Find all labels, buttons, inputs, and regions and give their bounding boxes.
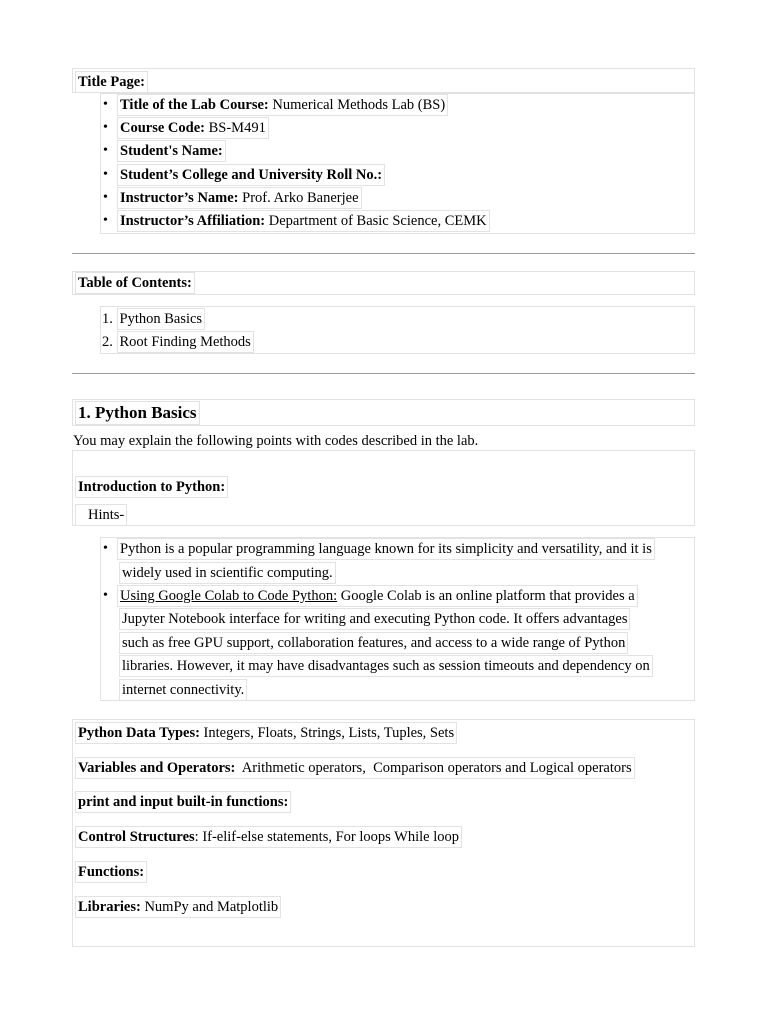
bullet-icon: • (103, 213, 108, 228)
bullet-icon: • (103, 588, 108, 603)
item-label: Title of the Lab Course: (120, 97, 269, 113)
colab-link[interactable]: Using Google Colab to Code Python: (120, 588, 338, 604)
item-value: Numerical Methods Lab (BS) (268, 97, 446, 113)
colab-text: Google Colab is an online platform that provides a (337, 588, 635, 604)
divider (72, 373, 695, 374)
title-page-label-wrap (75, 71, 148, 93)
title-page-item (117, 164, 385, 186)
colab-line3: such as free GPU support, collaboration features, and access to a wide range of Python (119, 632, 628, 654)
toc-link-root-finding[interactable]: Root Finding Methods (117, 331, 254, 353)
item-label: Instructor’s Affiliation: (120, 213, 266, 229)
toc-item (102, 308, 205, 330)
item-label: Course Code: (120, 120, 205, 136)
bullet-icon: • (103, 120, 108, 135)
colab-line2: Jupyter Notebook interface for writing and executing Python code. It offers advantages (119, 608, 630, 630)
toc-item (102, 331, 254, 353)
divider (72, 253, 695, 254)
item-label: Student’s College and University Roll No.: (120, 167, 383, 183)
section-heading: 1. Python Basics (75, 401, 200, 425)
toc-link-python-basics[interactable]: Python Basics (117, 308, 206, 330)
topic-data-types: Python Data Types: Integers, Floats, Strings, Lists, Tuples, Sets (75, 722, 457, 744)
colab-line5: internet connectivity. (119, 679, 247, 701)
item-label: Instructor’s Name: (120, 190, 239, 206)
bullet-python-line1: Python is a popular programming language known for its simplicity and versatility, and it is (117, 538, 655, 560)
toc-num: 1. (102, 311, 113, 327)
colab-line4: libraries. However, it may have disadvantages such as session timeouts and dependency on (119, 655, 653, 677)
bullet-icon: • (103, 143, 108, 158)
topic-functions: Functions: (75, 861, 147, 883)
hints-label: Hints- (75, 504, 127, 526)
topic-control-structures: Control Structures: If-elif-else statements, For loops While loop (75, 826, 462, 848)
bullet-icon: • (103, 167, 108, 182)
bullet-icon: • (103, 97, 108, 112)
toc-label: Table of Contents: (75, 272, 195, 294)
item-value: Prof. Arko Banerjee (238, 190, 359, 206)
topic-print-input: print and input built-in functions: (75, 791, 291, 813)
bullet-python-line2: widely used in scientific computing. (119, 562, 336, 584)
title-page-item (117, 140, 226, 162)
topic-variables-operators: Variables and Operators: Arithmetic operators, Comparison operators and Logical operators (75, 757, 635, 779)
title-page-label: Title Page: (75, 71, 148, 93)
intro-python-label: Introduction to Python: (75, 476, 228, 498)
title-page-header-box (72, 68, 695, 93)
title-page-item (117, 187, 362, 209)
bullet-icon: • (103, 190, 108, 205)
section-intro: You may explain the following points with codes described in the lab. (73, 433, 479, 449)
item-label: Student's Name: (120, 143, 223, 159)
title-page-item (117, 210, 490, 232)
title-page-item (117, 94, 448, 116)
title-page-item (117, 117, 269, 139)
bullet-icon: • (103, 541, 108, 556)
topic-libraries: Libraries: NumPy and Matplotlib (75, 896, 281, 918)
item-value: BS-M491 (204, 120, 266, 136)
item-value: Department of Basic Science, CEMK (265, 213, 487, 229)
toc-num: 2. (102, 334, 113, 350)
